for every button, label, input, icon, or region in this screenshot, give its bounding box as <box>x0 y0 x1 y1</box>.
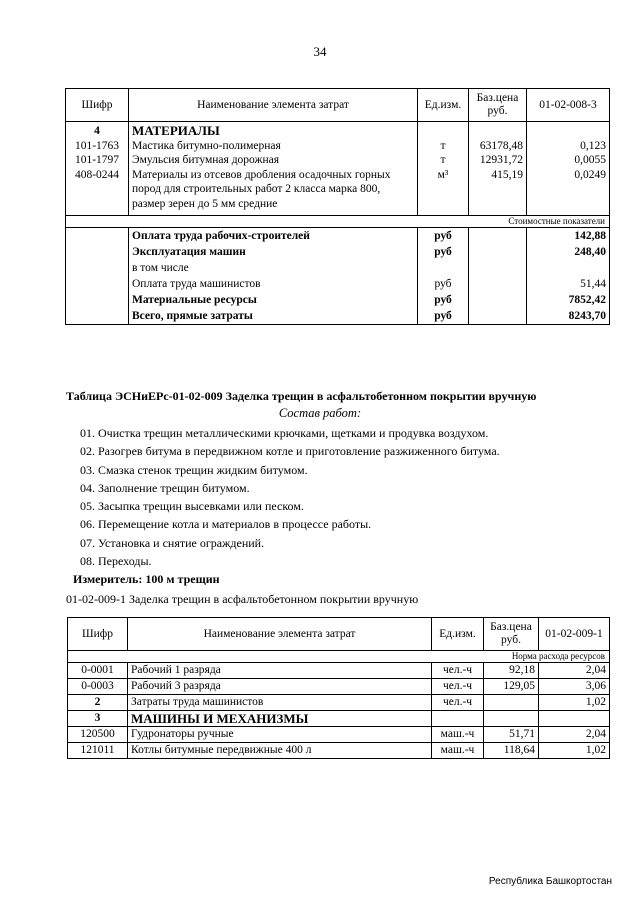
section-row <box>66 122 610 139</box>
section-code: 3 <box>68 711 128 727</box>
row-unit: м³ <box>418 168 469 216</box>
row-value: 2,04 <box>539 727 610 743</box>
row-name: Рабочий 3 разряда <box>128 679 432 695</box>
row-price: 12931,72 <box>469 153 527 168</box>
col-norm-header: 01-02-009-1 <box>539 618 610 651</box>
cost-row <box>66 244 610 260</box>
row-name: Котлы битумные передвижные 400 л <box>128 743 432 759</box>
row-code: 0-0003 <box>68 679 128 695</box>
row-price: 63178,48 <box>469 139 527 154</box>
sub-header-row <box>68 651 610 663</box>
row-value: 0,123 <box>527 139 610 154</box>
row-value: 2,04 <box>539 663 610 679</box>
sub-header: Стоимостные показатели <box>66 216 610 228</box>
row-code: 101-1797 <box>66 153 129 168</box>
col-name-header: Наименование элемента затрат <box>128 618 432 651</box>
row-value: 3,06 <box>539 679 610 695</box>
col-unit-header: Ед.изм. <box>432 618 484 651</box>
page-number: 34 <box>313 44 327 59</box>
row-unit: т <box>418 153 469 168</box>
section-title: МАТЕРИАЛЫ <box>129 122 418 139</box>
list-item: 02. Разогрев битума в передвижном котле и приготовление разжиженного битума. <box>80 444 500 459</box>
list-item: 07. Установка и снятие ограждений. <box>80 535 265 550</box>
col-norm-header: 01-02-008-3 <box>527 89 610 122</box>
col-price-header: Баз.цена руб. <box>484 618 539 651</box>
table-row <box>66 168 610 216</box>
cost-row <box>66 228 610 245</box>
col-code-header: Шифр <box>66 89 129 122</box>
table-row <box>68 743 610 759</box>
row-price <box>484 695 539 711</box>
list-item: 01. Очистка трещин металлическими крючками, щетками и продувка воздухом. <box>80 426 489 440</box>
table-title: Таблица ЭСНиЕРс-01-02-009 Заделка трещин в асфальтобетонном покрытии вручную <box>66 389 537 403</box>
col-price-header: Баз.цена руб. <box>469 89 527 122</box>
row-unit: т <box>418 139 469 154</box>
row-name: Эмульсия битумная дорожная <box>129 153 418 168</box>
sub-header: Норма расхода ресурсов <box>68 651 610 663</box>
cost-row <box>66 276 610 292</box>
row-value: 0,0055 <box>527 153 610 168</box>
works-title: Состав работ: <box>278 406 362 420</box>
list-item: 06. Перемещение котла и материалов в процессе работы. <box>80 517 372 532</box>
table-row <box>66 153 610 168</box>
row-code: 121011 <box>68 743 128 759</box>
resources-table <box>67 617 610 759</box>
row-code: 2 <box>68 695 128 711</box>
col-unit-header: Ед.изм. <box>418 89 469 122</box>
cost-value: 7852,42 <box>527 292 610 308</box>
row-price: 118,64 <box>484 743 539 759</box>
row-value: 0,0249 <box>527 168 610 216</box>
row-name: Гудронаторы ручные <box>128 727 432 743</box>
list-item: 03. Смазка стенок трещин жидким битумом. <box>80 462 308 477</box>
cost-name: Оплата труда машинистов <box>129 276 418 292</box>
footer-region: Республика Башкортостан <box>488 876 612 887</box>
cost-name: Всего, прямые затраты <box>129 308 418 325</box>
row-code: 408-0244 <box>66 168 129 216</box>
row-price: 51,71 <box>484 727 539 743</box>
cost-name: Эксплуатация машин <box>129 244 418 260</box>
row-value: 1,02 <box>539 743 610 759</box>
table-row <box>68 727 610 743</box>
row-name: Мастика битумно-полимерная <box>129 139 418 154</box>
cost-value: 8243,70 <box>527 308 610 325</box>
row-name: Рабочий 1 разряда <box>128 663 432 679</box>
row-unit: чел.-ч <box>432 663 484 679</box>
cost-name: Оплата труда рабочих-строителей <box>129 228 418 245</box>
row-code: 0-0001 <box>68 663 128 679</box>
table-row <box>66 139 610 154</box>
cost-row <box>66 308 610 325</box>
cost-unit: руб <box>418 292 469 308</box>
row-name: Материалы из отсевов дробления осадочных горных пород для строительных работ 2 класса марка 800, размер зерен до 5 мм средние <box>129 168 418 216</box>
cost-unit: руб <box>418 244 469 260</box>
cost-value: 51,44 <box>527 276 610 292</box>
cost-name: в том числе <box>129 260 418 276</box>
row-unit: маш.-ч <box>432 743 484 759</box>
cost-unit: руб <box>418 276 469 292</box>
row-price: 92,18 <box>484 663 539 679</box>
row-value: 1,02 <box>539 695 610 711</box>
cost-name: Материальные ресурсы <box>129 292 418 308</box>
cost-row <box>66 260 610 276</box>
col-name-header: Наименование элемента затрат <box>129 89 418 122</box>
materials-table <box>65 88 610 325</box>
table-row <box>68 663 610 679</box>
table-header <box>68 618 610 651</box>
section-code: 4 <box>66 122 129 139</box>
section-title: МАШИНЫ И МЕХАНИЗМЫ <box>128 711 432 727</box>
norm-code-line: 01-02-009-1 Заделка трещин в асфальтобетонном покрытии вручную <box>66 592 419 606</box>
cost-value: 248,40 <box>527 244 610 260</box>
list-item: 04. Заполнение трещин битумом. <box>80 480 250 495</box>
table-row <box>68 695 610 711</box>
col-code-header: Шифр <box>68 618 128 651</box>
row-price: 415,19 <box>469 168 527 216</box>
list-item: 08. Переходы. <box>80 554 152 569</box>
cost-row <box>66 292 610 308</box>
row-unit: маш.-ч <box>432 727 484 743</box>
meter: Измеритель: 100 м трещин <box>73 572 220 586</box>
list-item: 05. Засыпка трещин высевками или песком. <box>80 499 304 514</box>
table-row <box>68 679 610 695</box>
row-unit: чел.-ч <box>432 695 484 711</box>
row-code: 120500 <box>68 727 128 743</box>
row-code: 101-1763 <box>66 139 129 154</box>
cost-value: 142,88 <box>527 228 610 245</box>
row-name: Затраты труда машинистов <box>128 695 432 711</box>
row-unit: чел.-ч <box>432 679 484 695</box>
row-price: 129,05 <box>484 679 539 695</box>
sub-header-row <box>66 216 610 228</box>
section-row <box>68 711 610 727</box>
table-header <box>66 89 610 122</box>
works-list <box>80 424 500 570</box>
cost-unit: руб <box>418 308 469 325</box>
cost-unit: руб <box>418 228 469 245</box>
